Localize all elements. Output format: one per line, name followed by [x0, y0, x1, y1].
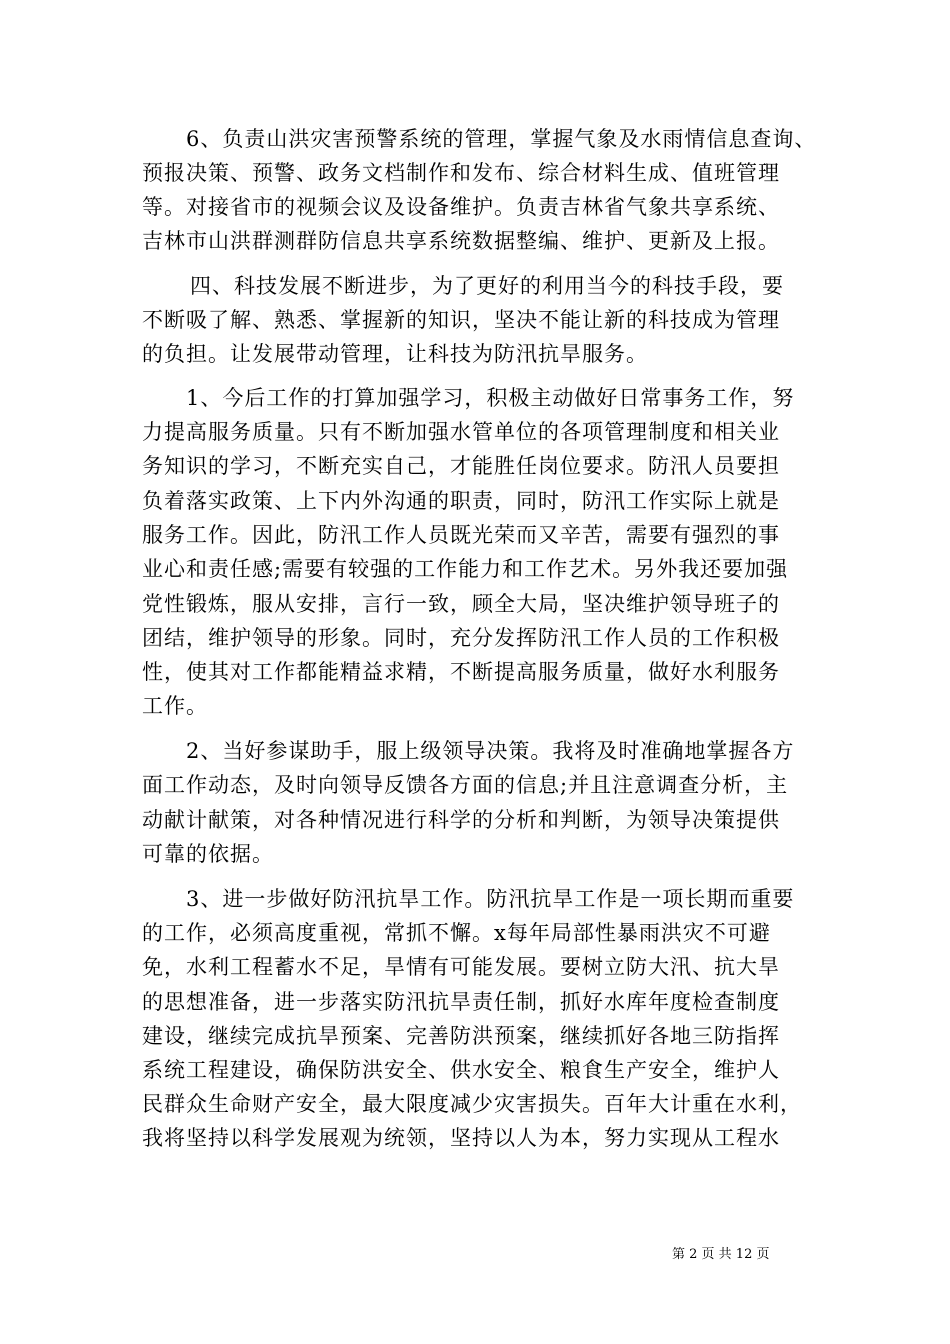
- text-line: 工作。: [142, 694, 208, 718]
- text-line: 性，使其对工作都能精益求精，不断提高服务质量，做好水利服务: [142, 660, 780, 684]
- text-line: 业心和责任感;需要有较强的工作能力和工作艺术。另外我还要加强: [142, 557, 789, 581]
- text-line: 吉林市山洪群测群防信息共享系统数据整编、维护、更新及上报。: [142, 229, 780, 253]
- text-line: 四、科技发展不断进步，为了更好的利用当今的科技手段，要: [190, 274, 784, 298]
- text-line: 6、负责山洪灾害预警系统的管理，掌握气象及水雨情信息查询、: [186, 127, 817, 151]
- page-number-footer: 第 2 页 共 12 页: [672, 1247, 770, 1262]
- text-line: 等。对接省市的视频会议及设备维护。负责吉林省气象共享系统、: [142, 195, 780, 219]
- text-line: 系统工程建设，确保防洪安全、供水安全、粮食生产安全，维护人: [142, 1058, 780, 1082]
- text-line: 民群众生命财产安全，最大限度减少灾害损失。百年大计重在水利，: [142, 1092, 802, 1116]
- text-line: 务知识的学习，不断充实自己，才能胜任岗位要求。防汛人员要担: [142, 454, 780, 478]
- text-line: 2、当好参谋助手，服上级领导决策。我将及时准确地掌握各方: [186, 739, 795, 763]
- text-line: 1、今后工作的打算加强学习，积极主动做好日常事务工作，努: [186, 386, 795, 410]
- text-line: 建设，继续完成抗旱预案、完善防洪预案，继续抓好各地三防指挥: [142, 1024, 780, 1048]
- text-line: 动献计献策，对各种情况进行科学的分析和判断，为领导决策提供: [142, 808, 780, 832]
- text-line: 面工作动态，及时向领导反馈各方面的信息;并且注意调查分析，主: [142, 773, 789, 797]
- text-line: 的负担。让发展带动管理，让科技为防汛抗旱服务。: [142, 342, 648, 366]
- text-line: 3、进一步做好防汛抗旱工作。防汛抗旱工作是一项长期而重要: [186, 887, 795, 911]
- text-line: 的工作，必须高度重视，常抓不懈。x每年局部性暴雨洪灾不可避: [142, 921, 771, 945]
- text-line: 预报决策、预警、政务文档制作和发布、综合材料生成、值班管理: [142, 161, 780, 185]
- text-line: 团结，维护领导的形象。同时，充分发挥防汛工作人员的工作积极: [142, 626, 780, 650]
- text-line: 的思想准备，进一步落实防汛抗旱责任制，抓好水库年度检查制度: [142, 990, 780, 1014]
- text-line: 服务工作。因此，防汛工作人员既光荣而又辛苦，需要有强烈的事: [142, 523, 780, 547]
- text-line: 我将坚持以科学发展观为统领，坚持以人为本，努力实现从工程水: [142, 1126, 780, 1150]
- text-line: 力提高服务质量。只有不断加强水管单位的各项管理制度和相关业: [142, 420, 780, 444]
- text-line: 免，水利工程蓄水不足，旱情有可能发展。要树立防大汛、抗大旱: [142, 955, 780, 979]
- text-line: 可靠的依据。: [142, 842, 274, 866]
- text-line: 不断吸了解、熟悉、掌握新的知识，坚决不能让新的科技成为管理: [142, 308, 780, 332]
- text-line: 负着落实政策、上下内外沟通的职责，同时，防汛工作实际上就是: [142, 489, 780, 513]
- text-line: 党性锻炼，服从安排，言行一致，顾全大局，坚决维护领导班子的: [142, 592, 780, 616]
